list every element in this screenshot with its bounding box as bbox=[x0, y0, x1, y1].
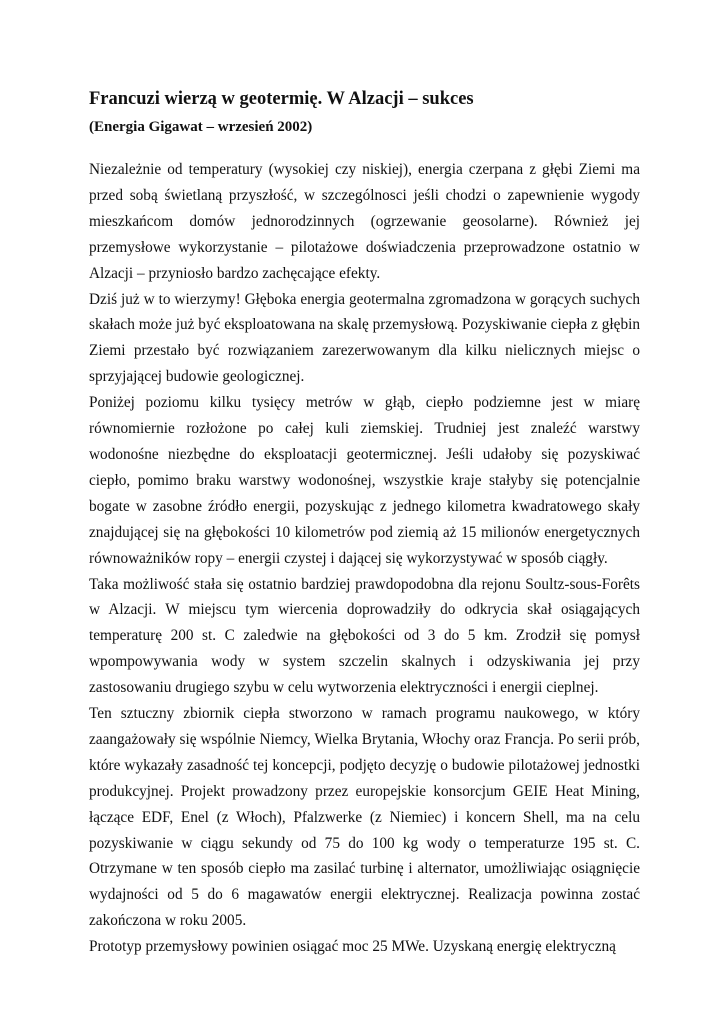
paragraph: Niezależnie od temperatury (wysokiej czy niskiej), energia czerpana z głębi Ziemi ma przed sobą świetlaną przyszłość, w szczególnosci jeśli chodzi o zapewnienie wygody mieszkańcom domów jednorodzinnych (ogrzewanie geosolarne). Również jej przemysłowe wykorzystanie – pilotażowe doświadczenia przeprowadzone ostatnio w Alzacji – przyniosło bardzo zachęcające efekty. bbox=[89, 161, 640, 282]
document-source: (Energia Gigawat – wrzesień 2002) bbox=[89, 119, 313, 135]
paragraph: Poniżej poziomu kilku tysięcy metrów w głąb, ciepło podziemne jest w miarę równomiernie rozłożone po całej kuli ziemskiej. Trudniej jest znaleźć warstwy wodonośne niezbędne do eksploatacji geotermicznej. Jeśli udałoby się pozyskiwać ciepło, pomimo braku warstwy wodonośnej, wszystkie kraje stałyby się potencjalnie bogate w zasobne źródło energii, pozyskując z jednego kilometra kwadratowego skały znajdującej się na głębokości 10 kilometrów pod ziemią aż 15 milionów energetycznych równoważników ropy – energii czystej i dającej się wykorzystywać w sposób ciągły. bbox=[89, 394, 640, 567]
paragraph: Prototyp przemysłowy powinien osiągać moc 25 MWe. Uzyskaną energię elektryczną bbox=[89, 938, 616, 956]
document-title: Francuzi wierzą w geotermię. W Alzacji – sukces bbox=[89, 89, 474, 109]
paragraph: Taka możliwość stała się ostatnio bardziej prawdopodobna dla rejonu Soultz-sous-Forêts w Alzacji. W miejscu tym wiercenia doprowadziły do odkrycia skał osiągających temperaturę 200 st. C zaledwie na głębokości od 3 do 5 km. Zrodził się pomysł wpompowywania wody w system szczelin skalnych i odzyskiwania jej przy zastosowaniu drugiego szybu w celu wytworzenia elektryczności i energii cieplnej. bbox=[89, 575, 640, 697]
paragraph: Ten sztuczny zbiornik ciepła stworzono w ramach programu naukowego, w który zaangażowały się wspólnie Niemcy, Wielka Brytania, Włochy oraz Francja. Po serii prób, które wykazały zasadność tej koncepcji, podjęto decyzję o budowie pilotażowej jednostki produkcyjnej. Projekt prowadzony przez europejskie konsorcjum GEIE Heat Mining, łączące EDF, Enel (z Włoch), Pfalzwerke (z Niemiec) i koncern Shell, ma na celu pozyskiwanie w ciągu sekundy od 75 do 100 kg wody o temperaturze 195 st. C. Otrzymane w ten sposób ciepło ma zasilać turbinę i alternator, umożliwiając osiągnięcie wydajności od 5 do 6 magawatów energii elektrycznej. Realizacja powinna zostać zakończona w roku 2005. bbox=[89, 705, 640, 930]
article-body bbox=[89, 157, 640, 960]
paragraph: Dziś już w to wierzymy! Głęboka energia geotermalna zgromadzona w gorących suchych skałach może już być eksploatowana na skalę przemysłową. Pozyskiwanie ciepła z głębin Ziemi przestało być rozwiązaniem zarezerwowanym dla kilku nielicznych miejsc o sprzyjającej budowie geologicznej. bbox=[89, 290, 640, 386]
